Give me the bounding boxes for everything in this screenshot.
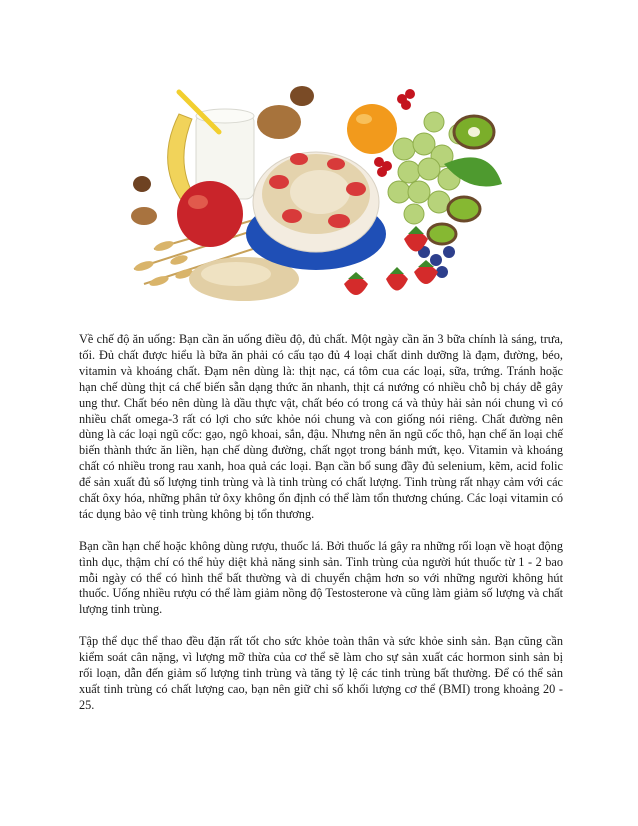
paragraph-diet: Về chế độ ăn uống: Bạn cần ăn uống điều độ, đủ chất. Một ngày cần ăn 3 bữa chính là sáng, trưa, tối. Đủ chất được hiểu là bữa ăn phải có cấu tạo đủ 4 loại chất dinh dưỡng là đạm, đường, béo, vitamin và khoáng chất. Đạm nên dùng là: thịt nạc, cá tôm cua các loại, sữa, trứng. Tránh hoặc hạn chế dùng thịt cá chế biến sẵn dạng thức ăn nhanh, thịt cá nướng có nhiều chỗ bị cháy dễ gây ung thư. Chất béo nên dùng là dầu thực vật, chất béo có trong cá và thủy hải sản nói chung vì có nhiều chất omega-3 rất có lợi cho sức khỏe nói chung và con giống nói riêng. Chất đường nên dùng là các loại ngũ cốc: gạo, ngô khoai, sắn, đậu. Nhưng nên ăn ngũ cốc thô, hạn chế ăn loại chế biến thành thức ăn liền, hạn chế dùng đường, chất ngọt trong bánh mứt, kẹo. Vitamin và khoáng chất có nhiều trong rau xanh, hoa quả các loại. Bạn cần bổ sung đầy đủ selenium, kẽm, acid folic để sản xuất đủ số lượng tinh trùng và là tinh trùng có chất lượng. Tinh trùng rất nhạy cảm với các chất ôxy hóa, những phân tử ôxy không ổn định có thể làm tổn thương chúng. Các loại vitamin có tác dụng bảo vệ tinh trùng không bị tổn thương. [79,332,563,521]
breakfast-fruit-photo [124,74,514,325]
paragraph-alcohol-tobacco: Bạn cần hạn chế hoặc không dùng rượu, thuốc lá. Bởi thuốc lá gây ra những rối loạn về hoạt động tình dục, thậm chí có thể hủy diệt khả năng sinh sản. Tinh trùng của người hút thuốc từ 1 - 2 bao mỗi ngày có thể có hình thể bất thường và di chuyển chậm hơn so với những người không hút thuốc. Uống nhiều rượu có thể làm giảm nồng độ Testosterone và cũng làm giảm số lượng và chất lượng tinh trùng. [79,538,563,617]
paragraph-exercise: Tập thể dục thể thao đều đặn rất tốt cho sức khỏe toàn thân và sức khỏe sinh sản. Bạn cũng cần kiểm soát cân nặng, vì lượng mỡ thừa của cơ thể sẽ làm cho sự sản xuất các hormon sinh sản bị rối loạn, dẫn đến giảm số lượng tinh trùng và tăng tỷ lệ các tinh trùng bất thường. Để có thể sản xuất tinh trùng có chất lượng cao, bạn nên giữ chỉ số khối lượng cơ thể (BMI) trong khoảng 20 - 25. [79,634,563,712]
article-body [79,332,563,730]
